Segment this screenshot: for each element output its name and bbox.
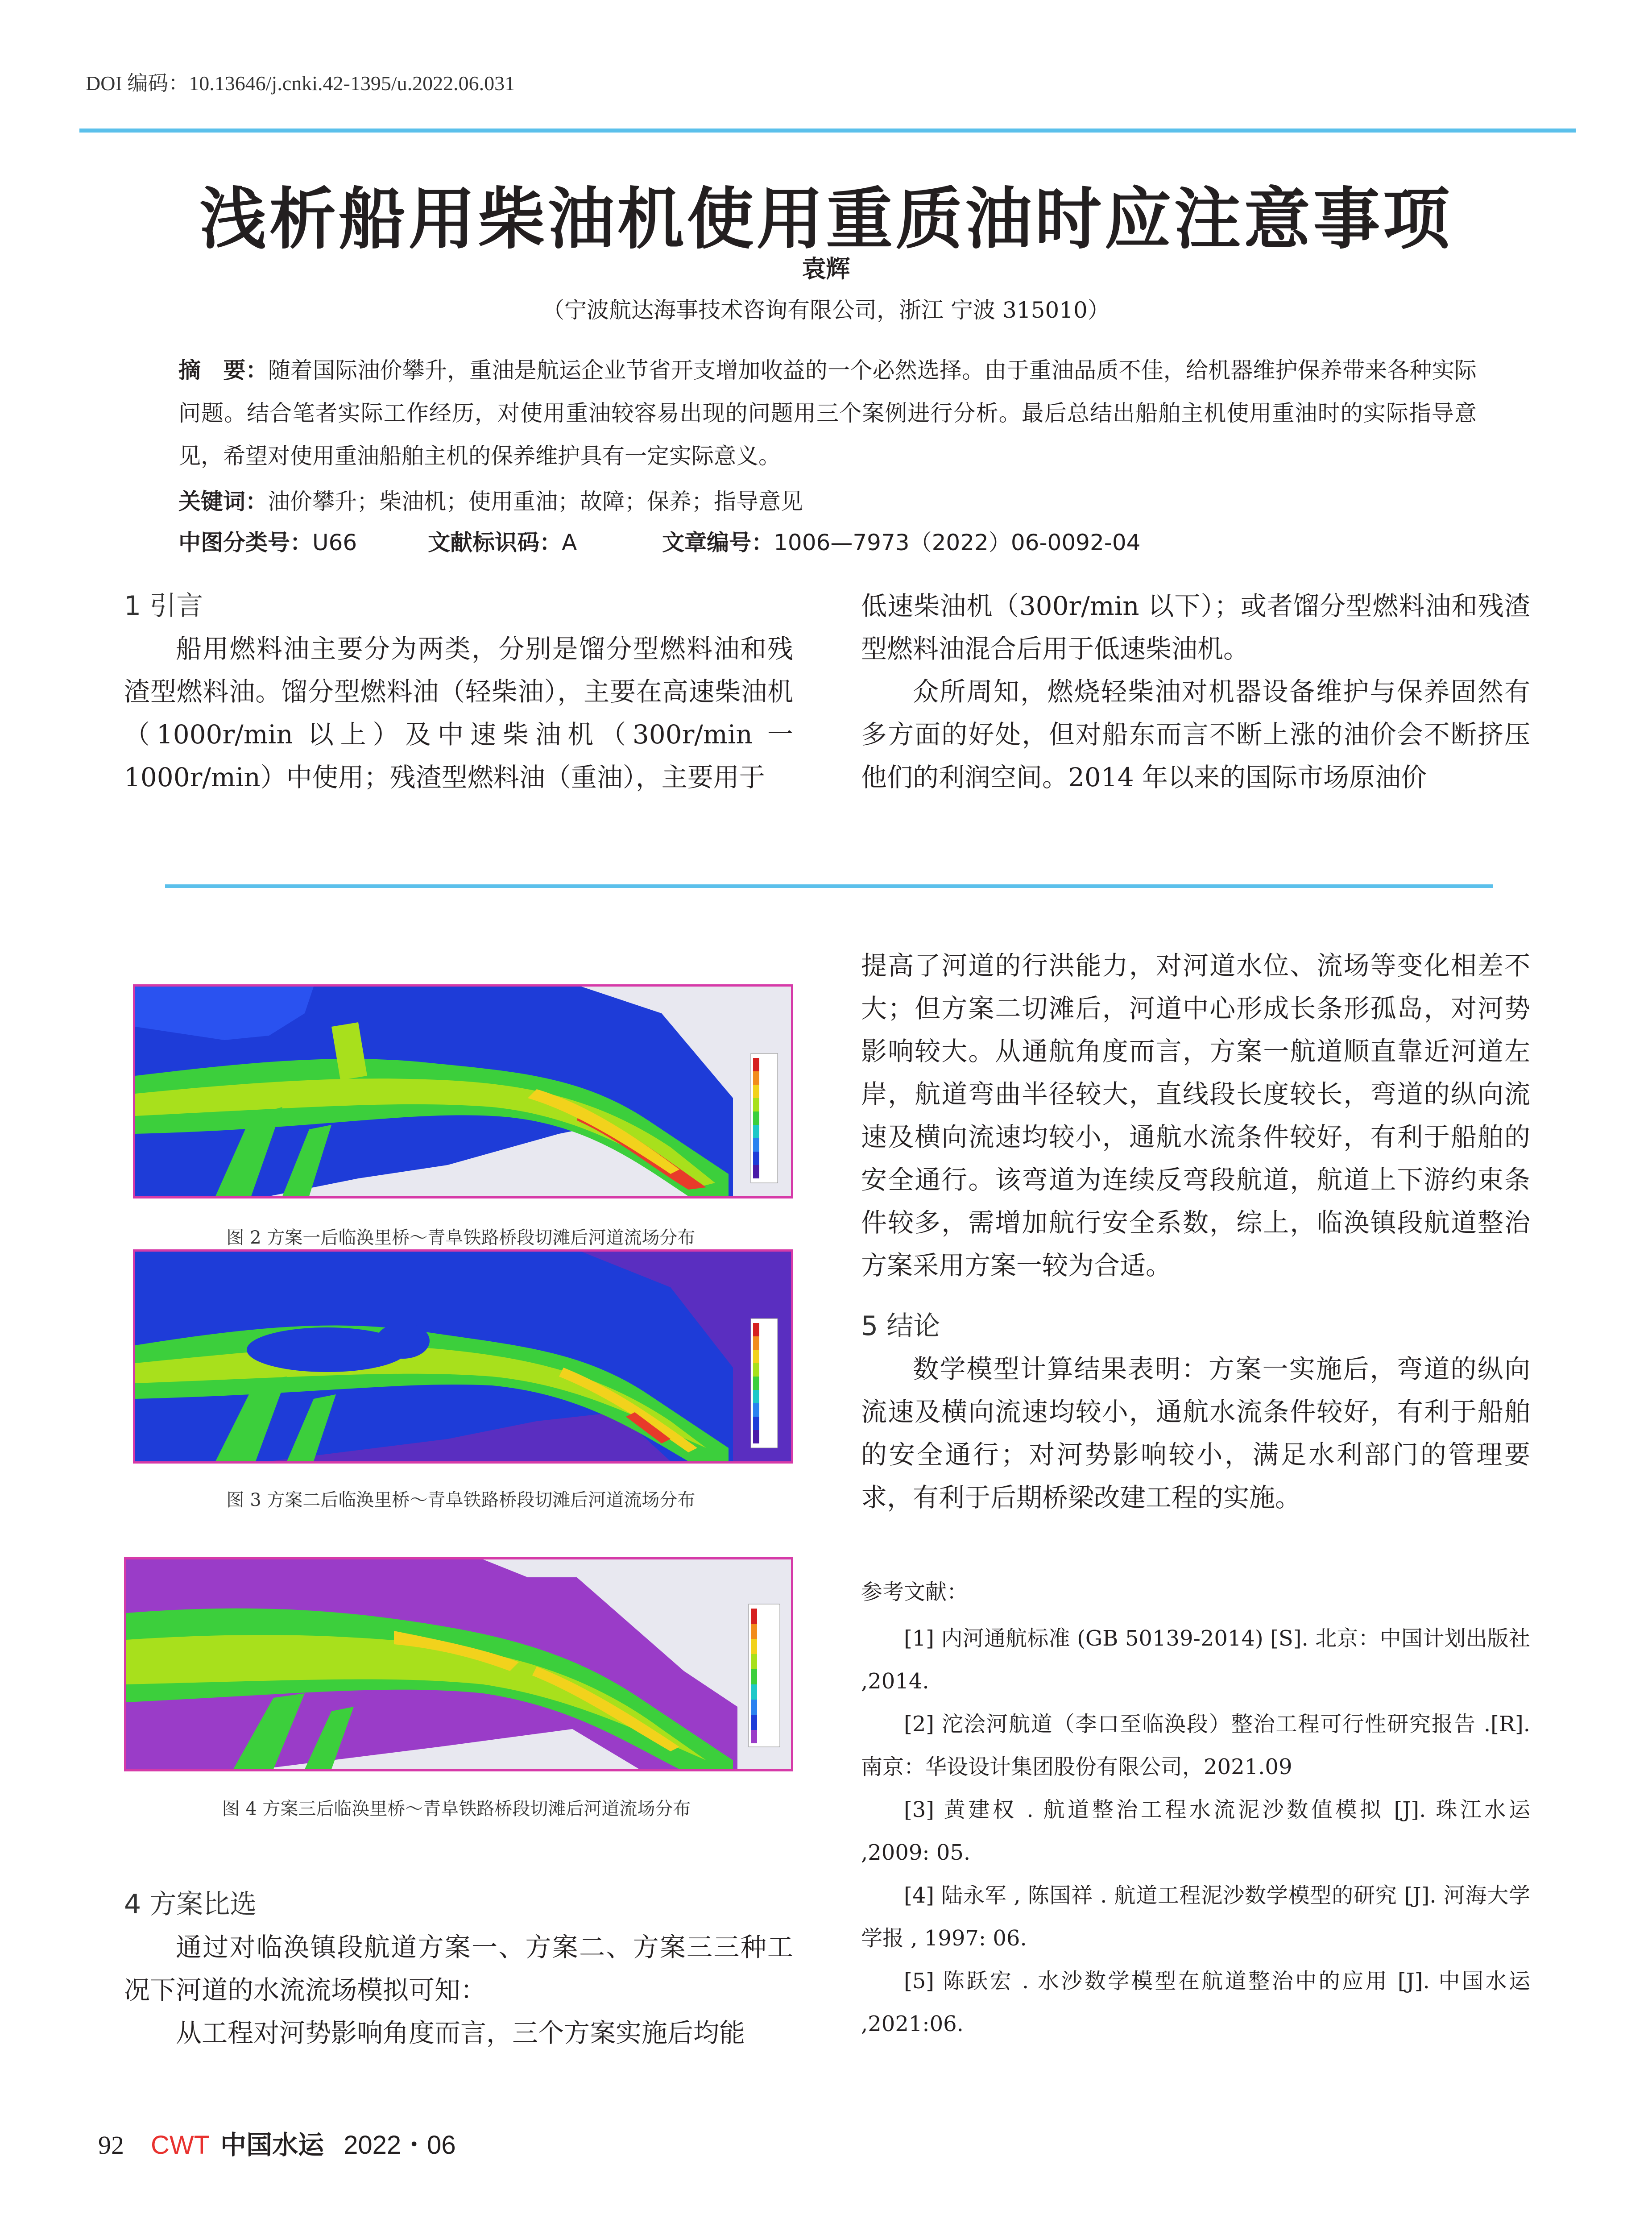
- intro-paragraph-1-continued: 低速柴油机（300r/min 以下）；或者馏分型燃料油和残渣型燃料油混合后用于低速柴油机。: [861, 591, 1530, 664]
- clc-label: 中图分类号：: [178, 530, 312, 556]
- intro-right-column: [861, 585, 1530, 799]
- section-4-paragraph-1: 通过对临涣镇段航道方案一、方案二、方案三三种工况下河道的水流流场模拟可知：: [124, 1932, 793, 2005]
- affiliation: （宁波航达海事技术咨询有限公司，浙江 宁波 315010）: [542, 297, 1110, 323]
- figure-2-caption: 图 2 方案一后临涣里桥～青阜铁路桥段切滩后河道流场分布: [226, 1227, 696, 1248]
- section-4-paragraph-2: 从工程对河势影响角度而言，三个方案实施后均能: [176, 2018, 745, 2048]
- articleno-value: 1006—7973（2022）06-0092-04: [774, 530, 1141, 556]
- abstract-text: 随着国际油价攀升，重油是航运企业节省开支增加收益的一个必然选择。由于重油品质不佳，给机器维护保养带来各种实际问题。结合笔者实际工作经历，对使用重油较容易出现的问题用三个案例进行分析。最后总结出船舶主机使用重油时的实际指导意见，希望对使用重油船舶主机的保养维护具有一定实际意义。: [178, 357, 1477, 469]
- right-lower-column: [861, 944, 1530, 1519]
- intro-paragraph-2: 众所周知，燃烧轻柴油对机器设备维护与保养固然有多方面的好处，但对船东而言不断上涨的油价会不断挤压他们的利润空间。2014 年以来的国际市场原油价: [861, 676, 1530, 792]
- reference-item: [4] 陆永军 , 陈国祥 . 航道工程泥沙数学模型的研究 [J]. 河海大学学报 , 1997: 06.: [861, 1883, 1530, 1951]
- figure-4-caption: 图 4 方案三后临涣里桥～青阜铁路桥段切滩后河道流场分布: [222, 1799, 691, 1819]
- keywords-label: 关键词：: [178, 489, 268, 514]
- article-title: 浅析船用柴油机使用重质油时应注意事项: [199, 180, 1453, 258]
- reference-item: [1] 内河通航标准 (GB 50139-2014) [S]. 北京：中国计划出版社 ,2014.: [861, 1626, 1530, 1694]
- reference-item: [5] 陈跃宏 . 水沙数学模型在航道整治中的应用 [J]. 中国水运 ,2021:06.: [861, 1969, 1530, 2036]
- abstract: [178, 349, 1477, 477]
- intro-paragraph-1: 船用燃料油主要分为两类，分别是馏分型燃料油和残渣型燃料油。馏分型燃料油（轻柴油），主要在高速柴油机（1000r/min 以上）及中速柴油机（300r/min 一 1000r/min）中使用；残渣型燃料油（重油），主要用于: [124, 634, 793, 792]
- reference-item: [2] 沱浍河航道（李口至临涣段）整治工程可行性研究报告 .[R]. 南京：华设设计集团股份有限公司，2021.09: [861, 1712, 1530, 1779]
- keywords: [178, 484, 1477, 516]
- doi-line: DOI 编码：10.13646/j.cnki.42-1395/u.2022.06.031: [86, 72, 515, 95]
- top-divider: [79, 129, 1576, 133]
- clc-value: U66: [312, 530, 357, 556]
- section-heading-4: 4 方案比选: [124, 1889, 257, 1920]
- articleno-label: 文章编号：: [662, 530, 774, 556]
- journal-name: 中国水运: [220, 2130, 324, 2160]
- intro-left-column: [124, 585, 793, 799]
- section-heading-5: 5 结论: [861, 1310, 940, 1342]
- figure-3-caption: 图 3 方案二后临涣里桥～青阜铁路桥段切滩后河道流场分布: [226, 1490, 696, 1510]
- journal-logo: CWT: [151, 2131, 210, 2160]
- flow-field-plot: [126, 1559, 791, 1769]
- reference-item: [3] 黄建权 . 航道整治工程水流泥沙数值模拟 [J]. 珠江水运 ,2009: 05.: [861, 1797, 1530, 1865]
- section-heading-intro: 1 引言: [124, 590, 203, 622]
- abstract-label: 摘 要：: [178, 357, 268, 383]
- figure-4-flow-field: [124, 1557, 793, 1771]
- doccode-value: A: [562, 530, 577, 556]
- figure-3-flow-field: [133, 1249, 793, 1464]
- issue-number: 2022・06: [344, 2131, 456, 2160]
- flow-field-plot: [135, 1252, 791, 1461]
- page-footer: [98, 2124, 456, 2161]
- section-4-continued: 提高了河道的行洪能力，对河道水位、流场等变化相差不大；但方案二切滩后，河道中心形成长条形孤岛，对河势影响较大。从通航角度而言，方案一航道顺直靠近河道左岸，航道弯曲半径较大，直线段长度较长，弯道的纵向流速及横向流速均较小，通航水流条件较好，有利于船舶的安全通行。该弯道为连续反弯段航道，航道上下游约束条件较多，需增加航行安全系数，综上，临涣镇段航道整治方案采用方案一较为合适。: [861, 950, 1530, 1281]
- author: 袁辉: [802, 255, 850, 283]
- keywords-text: 油价攀升；柴油机；使用重油；故障；保养；指导意见: [268, 489, 803, 514]
- references: [861, 1571, 1530, 2045]
- references-heading: 参考文献：: [861, 1580, 969, 1605]
- section-divider: [165, 884, 1493, 888]
- page-number: 92: [98, 2131, 124, 2160]
- section-5-paragraph: 数学模型计算结果表明：方案一实施后，弯道的纵向流速及横向流速均较小，通航水流条件较好，有利于船舶的安全通行；对河势影响较小，满足水利部门的管理要求，有利于后期桥梁改建工程的实施。: [861, 1354, 1530, 1513]
- flow-field-plot: [135, 987, 791, 1196]
- classification-line: [178, 525, 1477, 557]
- section-4-column: [124, 1883, 793, 2054]
- figure-2-flow-field: [133, 984, 793, 1198]
- doccode-label: 文献标识码：: [428, 530, 562, 556]
